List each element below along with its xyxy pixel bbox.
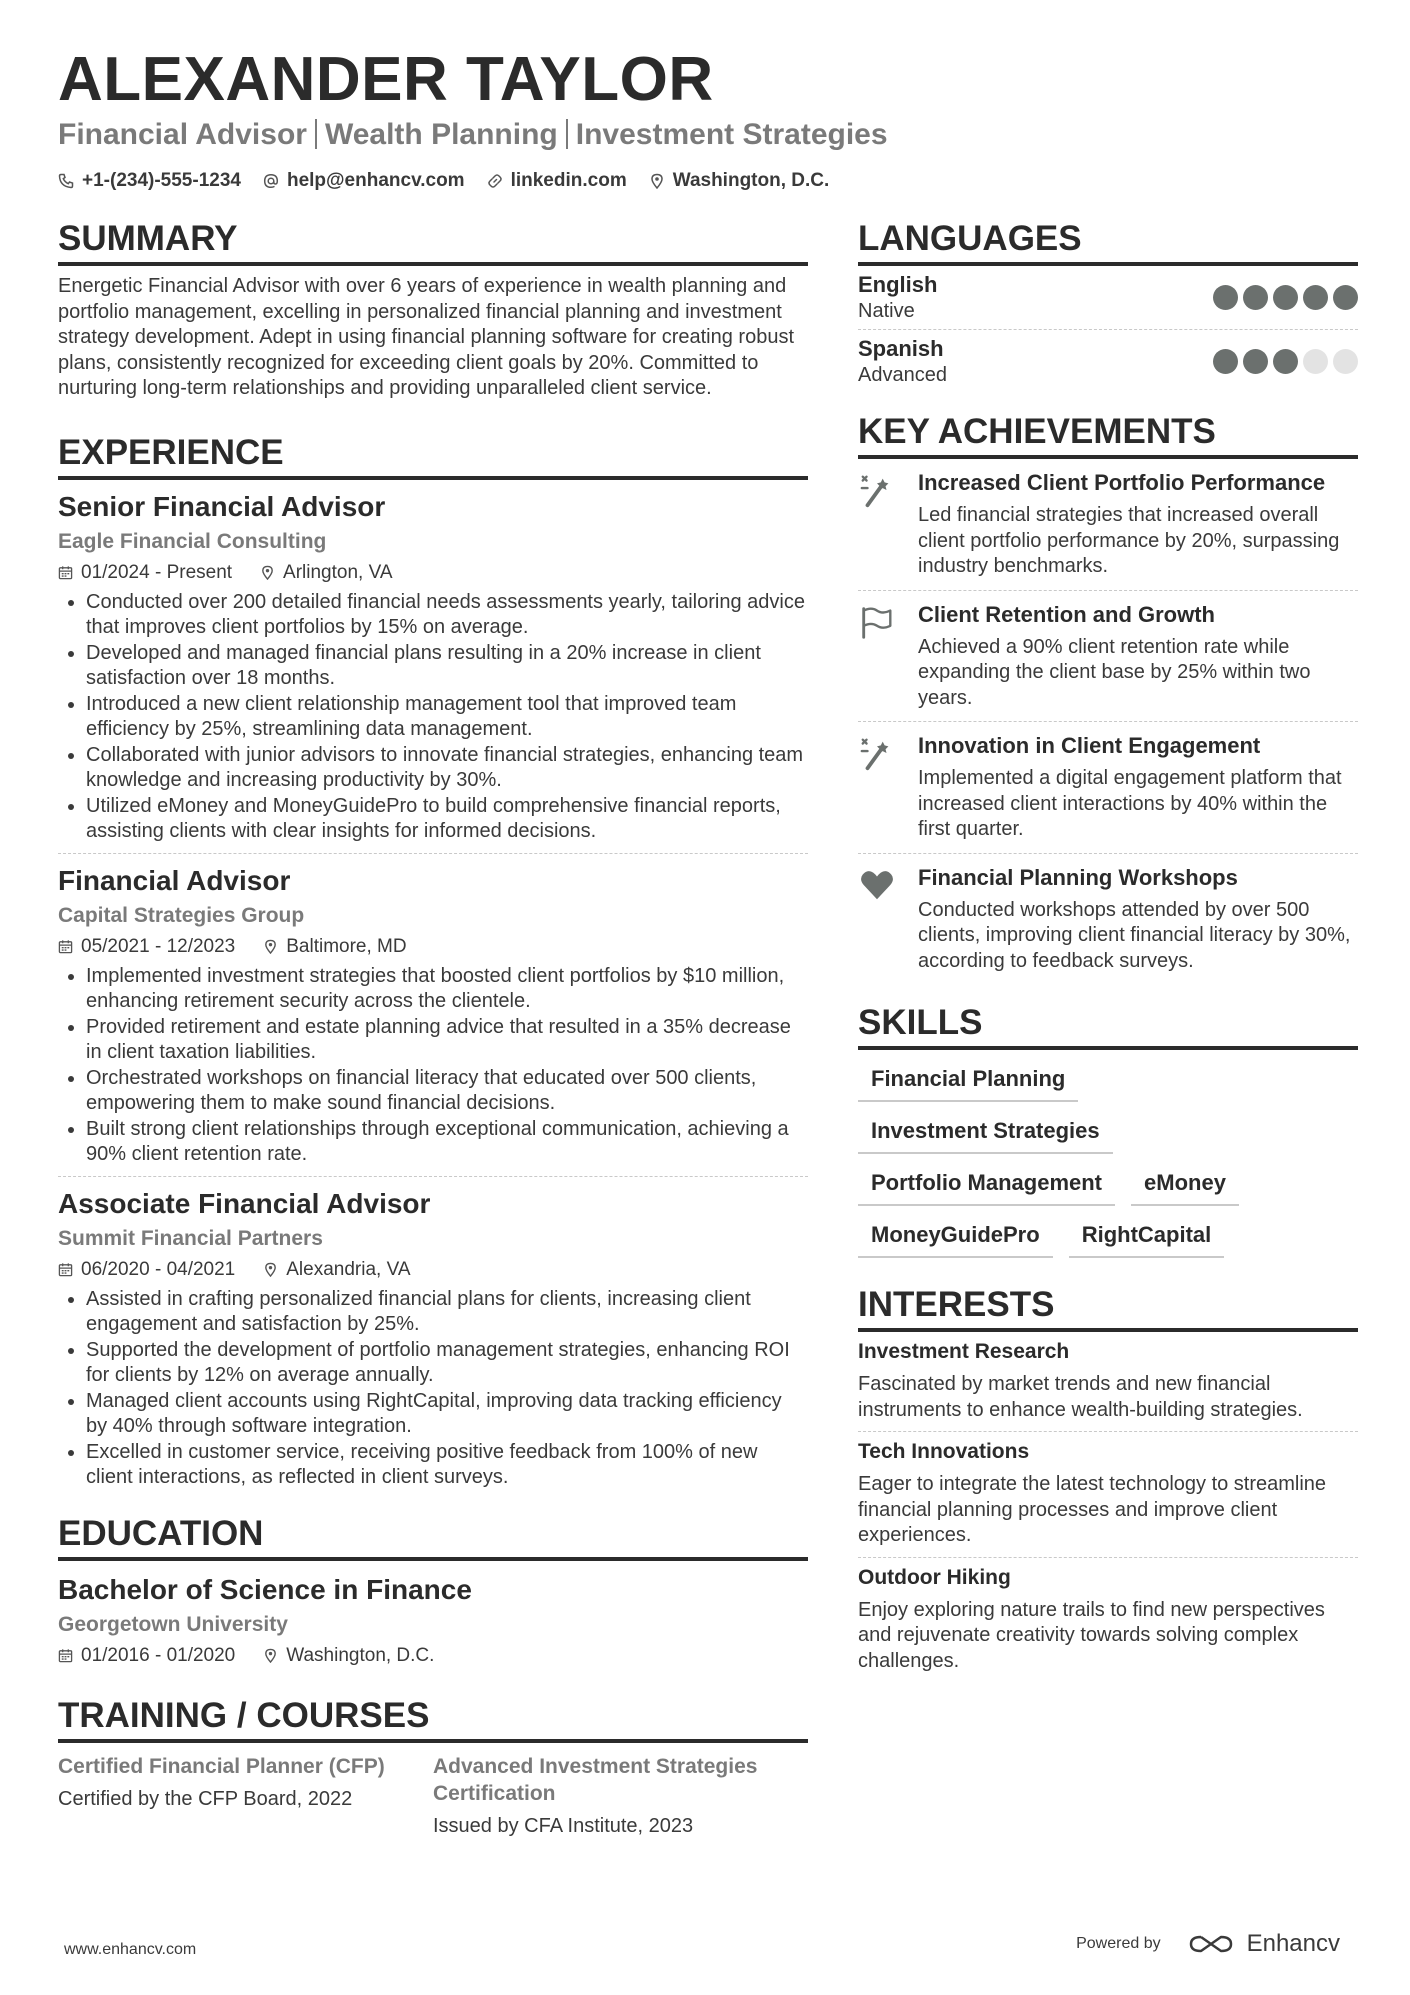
wand-icon	[858, 471, 896, 509]
language-level: Native	[858, 300, 915, 322]
calendar-icon	[58, 1262, 73, 1277]
link-icon	[487, 173, 503, 189]
job-bullets	[58, 964, 808, 1168]
section-heading: EXPERIENCE	[58, 432, 808, 480]
contact-email[interactable]	[263, 170, 465, 192]
bullet-item: • Assisted in crafting personalized financial plans for clients, increasing client engagement and satisfaction by 25%.	[86, 1287, 808, 1338]
achievement-title: Innovation in Client Engagement	[918, 733, 1261, 758]
summary-text: Energetic Financial Advisor with over 6 years of experience in wealth planning and portfolio management, excelling in personalized financial planning and investment strategy development. Adept in using financial planning software for creating robust plans, consistently recognized for exceeding client goals by 20%. Committed to nurturing long-term relationships and providing unparalleled client service.	[58, 275, 794, 399]
language-item	[858, 266, 1358, 330]
course-description: Certified by the CFP Board, 2022	[58, 1787, 353, 1810]
achievement-item	[858, 854, 1358, 985]
proficiency-dots	[1213, 285, 1358, 310]
rating-dot-filled	[1213, 349, 1238, 374]
rating-dot-filled	[1333, 285, 1358, 310]
email-text: help@enhancv.com	[286, 170, 465, 191]
bullet-item: • Developed and managed financial plans resulting in a 20% increase in client satisfaction over 18 months.	[86, 641, 808, 692]
job-title: Associate Financial Advisor	[58, 1187, 431, 1219]
bullet-item: • Introduced a new client relationship management tool that improved team efficiency by 25%, streamlining data management.	[86, 692, 808, 743]
bullet-item: • Utilized eMoney and MoneyGuidePro to build comprehensive financial reports, assisting clients with clear insights for informed decisions.	[86, 794, 808, 845]
footer-branding[interactable]	[1076, 1930, 1340, 1958]
achievement-icon-wrap	[858, 469, 904, 580]
location-text: Arlington, VA	[283, 561, 393, 583]
date-range: 01/2016 - 01/2020	[81, 1644, 236, 1666]
achievement-description: Led financial strategies that increased overall client portfolio performance by 20%, surpassing industry benchmarks.	[918, 504, 1340, 577]
rating-dot-filled	[1273, 285, 1298, 310]
summary-section	[58, 218, 808, 402]
location-pin-icon	[260, 565, 275, 580]
education-dates	[58, 1645, 235, 1667]
headline-part: Wealth Planning	[324, 118, 558, 151]
calendar-icon	[58, 939, 73, 954]
rating-dot-empty	[1333, 349, 1358, 374]
job-entry	[58, 864, 808, 1177]
contact-linkedin[interactable]	[487, 170, 627, 192]
job-location	[260, 562, 392, 584]
job-dates	[58, 562, 232, 584]
headline-separator	[315, 119, 317, 149]
section-heading: INTERESTS	[858, 1284, 1358, 1332]
headline-part: Investment Strategies	[575, 118, 888, 151]
interest-description: Enjoy exploring nature trails to find new perspectives and rejuvenate creativity towards solving complex challenges.	[858, 1598, 1325, 1672]
location-pin-icon	[263, 1262, 278, 1277]
training-section	[58, 1695, 808, 1838]
course-entry	[58, 1753, 433, 1838]
achievement-title: Increased Client Portfolio Performance	[918, 470, 1326, 495]
language-item	[858, 330, 1358, 393]
interest-item	[858, 1558, 1358, 1683]
interest-description: Eager to integrate the latest technology to streamline financial planning processes and improve client experiences.	[858, 1473, 1327, 1546]
phone-icon	[58, 173, 74, 189]
achievement-item	[858, 459, 1358, 591]
section-heading: SUMMARY	[58, 218, 808, 266]
wand-icon	[858, 734, 896, 772]
location-pin-icon	[649, 173, 665, 189]
contact-location	[649, 170, 830, 192]
skill-tag: eMoney	[1131, 1170, 1239, 1206]
job-title: Financial Advisor	[58, 864, 291, 896]
company-name: Capital Strategies Group	[58, 903, 305, 927]
rating-dot-empty	[1303, 349, 1328, 374]
achievement-description: Conducted workshops attended by over 500 clients, improving client financial literacy by 30%, according to feedback surveys.	[918, 898, 1351, 972]
job-meta	[58, 562, 808, 584]
rating-dot-filled	[1213, 285, 1238, 310]
bullet-item: • Orchestrated workshops on financial literacy that educated over 500 clients, empowering them to make sound financial decisions.	[86, 1066, 808, 1117]
left-column	[58, 218, 808, 1838]
company-name: Summit Financial Partners	[58, 1226, 323, 1250]
section-heading: LANGUAGES	[858, 218, 1358, 266]
achievement-description: Achieved a 90% client retention rate while expanding the client base by 25% within two years.	[918, 635, 1311, 709]
skill-tag: Portfolio Management	[858, 1170, 1115, 1206]
achievements-section	[858, 411, 1358, 984]
language-name: English	[858, 272, 938, 297]
interest-title: Investment Research	[858, 1340, 1070, 1363]
calendar-icon	[58, 565, 73, 580]
degree-title: Bachelor of Science in Finance	[58, 1573, 472, 1605]
heart-icon	[858, 866, 896, 904]
course-title: Certified Financial Planner (CFP)	[58, 1754, 385, 1778]
interest-title: Tech Innovations	[858, 1440, 1030, 1463]
course-description: Issued by CFA Institute, 2023	[433, 1814, 694, 1837]
education-section	[58, 1513, 808, 1675]
job-bullets	[58, 590, 808, 845]
achievement-title: Client Retention and Growth	[918, 601, 1215, 627]
bullet-item: • Provided retirement and estate planning advice that resulted in a 35% decrease in client taxation liabilities.	[86, 1015, 808, 1066]
candidate-name: ALEXANDER TAYLOR	[58, 45, 714, 114]
job-bullets	[58, 1287, 808, 1491]
location-pin-icon	[263, 1648, 278, 1663]
achievement-icon-wrap	[858, 601, 904, 712]
education-entry	[58, 1573, 808, 1675]
job-location	[263, 1259, 410, 1281]
brand-name: Enhancv	[1246, 1930, 1340, 1957]
achievement-description: Implemented a digital engagement platform that increased client interactions by 40% within the first quarter.	[918, 767, 1342, 840]
experience-section	[58, 432, 808, 1499]
bullet-item: • Supported the development of portfolio management strategies, enhancing ROI for clients by 12% on average annually.	[86, 1338, 808, 1389]
skill-tag: Financial Planning	[858, 1066, 1078, 1102]
location-pin-icon	[263, 939, 278, 954]
date-range: 06/2020 - 04/2021	[81, 1258, 236, 1280]
achievement-title: Financial Planning Workshops	[918, 864, 1238, 890]
footer-website[interactable]: www.enhancv.com	[64, 1941, 197, 1958]
interest-title: Outdoor Hiking	[858, 1565, 1011, 1589]
proficiency-dots	[1213, 349, 1358, 374]
company-name: Eagle Financial Consulting	[58, 529, 327, 553]
linkedin-text: linkedin.com	[510, 170, 627, 191]
languages-section	[858, 218, 1358, 393]
interest-item	[858, 1332, 1358, 1432]
language-name: Spanish	[858, 336, 944, 361]
skill-tag: RightCapital	[1069, 1222, 1225, 1258]
headline-separator	[566, 119, 568, 149]
location-text: Washington, D.C.	[286, 1644, 435, 1666]
achievement-icon-wrap	[858, 732, 904, 843]
enhancv-logo-icon	[1187, 1932, 1235, 1956]
job-entry	[58, 1187, 808, 1499]
headline	[58, 118, 888, 152]
achievement-item	[858, 722, 1358, 854]
job-dates	[58, 1259, 235, 1281]
achievement-icon-wrap	[858, 864, 904, 975]
interest-item	[858, 1432, 1358, 1558]
job-dates	[58, 936, 235, 958]
location-text: Alexandria, VA	[286, 1258, 411, 1280]
section-heading: KEY ACHIEVEMENTS	[858, 411, 1358, 459]
language-level: Advanced	[858, 364, 947, 386]
bullet-item: • Excelled in customer service, receiving positive feedback from 100% of new client interactions, as reflected in client surveys.	[86, 1440, 808, 1491]
bullet-item: • Conducted over 200 detailed financial needs assessments yearly, tailoring advice that improves client portfolios by 15% on average.	[86, 590, 808, 641]
education-meta	[58, 1645, 808, 1667]
headline-part: Financial Advisor	[58, 118, 307, 151]
course-list	[58, 1753, 808, 1838]
bullet-item: • Built strong client relationships through exceptional communication, achieving a 90% client retention rate.	[86, 1117, 808, 1168]
rating-dot-filled	[1243, 349, 1268, 374]
date-range: 01/2024 - Present	[81, 561, 233, 583]
rating-dot-filled	[1273, 349, 1298, 374]
skill-tag: MoneyGuidePro	[858, 1222, 1053, 1258]
achievement-item	[858, 591, 1358, 723]
job-entry	[58, 490, 808, 854]
phone-text: +1-(234)-555-1234	[82, 170, 241, 191]
skills-list	[858, 1066, 1358, 1258]
section-heading: TRAINING / COURSES	[58, 1695, 808, 1743]
powered-by-label: Powered by	[1076, 1935, 1161, 1952]
school-name: Georgetown University	[58, 1612, 288, 1636]
calendar-icon	[58, 1648, 73, 1663]
skills-section	[858, 1002, 1358, 1258]
section-heading: EDUCATION	[58, 1513, 808, 1561]
course-entry	[433, 1753, 808, 1838]
contact-phone[interactable]	[58, 170, 241, 192]
bullet-item: • Managed client accounts using RightCapital, improving data tracking efficiency by 40% through software integration.	[86, 1389, 808, 1440]
job-meta	[58, 1259, 808, 1281]
skill-tag: Investment Strategies	[858, 1118, 1113, 1154]
education-location	[263, 1645, 434, 1667]
interests-section	[858, 1284, 1358, 1682]
right-column	[858, 218, 1358, 1682]
rating-dot-filled	[1243, 285, 1268, 310]
location-text: Baltimore, MD	[286, 935, 407, 957]
course-title: Advanced Investment Strategies Certification	[433, 1754, 758, 1805]
job-meta	[58, 936, 808, 958]
location-text: Washington, D.C.	[672, 170, 830, 191]
interest-description: Fascinated by market trends and new financial instruments to enhance wealth-building strategies.	[858, 1373, 1303, 1421]
flag-icon	[858, 603, 896, 641]
bullet-item: • Implemented investment strategies that boosted client portfolios by $10 million, enhancing retirement security across the clientele.	[86, 964, 808, 1015]
bullet-item: • Collaborated with junior advisors to innovate financial strategies, enhancing team knowledge and increasing productivity by 30%.	[86, 743, 808, 794]
section-heading: SKILLS	[858, 1002, 1358, 1050]
date-range: 05/2021 - 12/2023	[81, 935, 236, 957]
job-title: Senior Financial Advisor	[58, 490, 386, 522]
at-sign-icon	[263, 173, 279, 189]
job-location	[263, 936, 406, 958]
contact-bar	[58, 170, 829, 192]
rating-dot-filled	[1303, 285, 1328, 310]
